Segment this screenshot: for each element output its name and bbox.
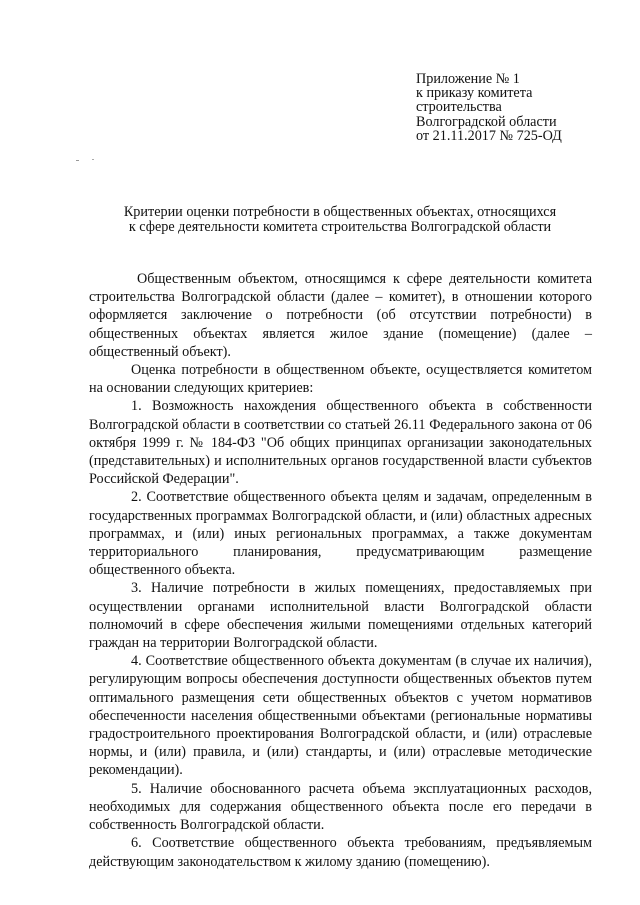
- scan-speck: [92, 159, 94, 160]
- appendix-block: [416, 72, 626, 143]
- paragraph-assessment: Оценка потребности в общественном объекте, осуществляется комитетом на основании следующих критериев:: [89, 362, 592, 397]
- appendix-date-number: от 21.11.2017 № 725-ОД: [416, 127, 562, 144]
- criterion-4: 4. Соответствие общественного объекта документам (в случае их наличия), регулирующим вопросы обеспечения доступности общественных объектов путем оптимального размещения сети общественных объектов с учетом нормативов обеспеченности населения общественными объектами (региональные нормативы градостроительного проектирования Волгоградской области, и (или) отраслевые нормы, и (или) правила, и (или) стандарты, и (или) отраслевые методические рекомендации).: [89, 653, 592, 779]
- document-title: [80, 205, 600, 235]
- criterion-5: 5. Наличие обоснованного расчета объема эксплуатационных расходов, необходимых для содержания общественного объекта после его передачи в собственность Волгоградской области.: [89, 780, 592, 834]
- title-line: Критерии оценки потребности в общественных объектах, относящихся: [123, 204, 557, 220]
- title-line: к сфере деятельности комитета строительства Волгоградской области: [128, 219, 552, 235]
- paragraph-intro: Общественным объектом, относящимся к сфере деятельности комитета строительства Волгоградской области (далее – комитет), в отношении которого оформляется заключение о потребности (об отсутствии потребности) в общественных объектах является жилое здание (помещение) (далее – общественный объект).: [89, 271, 592, 360]
- criterion-6: 6. Соответствие общественного объекта требованиям, предъявляемым действующим законодательством к жилому зданию (помещению).: [89, 835, 592, 870]
- document-body: [89, 270, 592, 871]
- criterion-1: 1. Возможность нахождения общественного объекта в собственности Волгоградской области в соответствии со статьей 26.11 Федерального закона от 06 октября 1999 г. № 184-ФЗ "Об общих принципах организации законодательных (представительных) и исполнительных органов государственной власти субъектов Российской Федерации".: [89, 398, 592, 488]
- appendix-region: Волгоградской области: [416, 113, 557, 130]
- scan-speck: [76, 160, 79, 161]
- criterion-3: 3. Наличие потребности в жилых помещениях, предоставляемых при осуществлении органами исполнительной власти Волгоградской области полномочий в сфере обеспечения жилыми помещениями отдельных категорий граждан на территории Волгоградской области.: [89, 580, 592, 652]
- appendix-committee: строительства: [416, 99, 502, 116]
- appendix-number: Приложение № 1: [416, 71, 520, 87]
- criterion-2: 2. Соответствие общественного объекта целям и задачам, определенным в государственных программах Волгоградской области, и (или) областных адресных программах, и (или) иных региональных программах, а также документам территориального планирования, предусматривающим размещение общественного объекта.: [89, 489, 592, 579]
- appendix-order-ref: к приказу комитета: [416, 85, 533, 102]
